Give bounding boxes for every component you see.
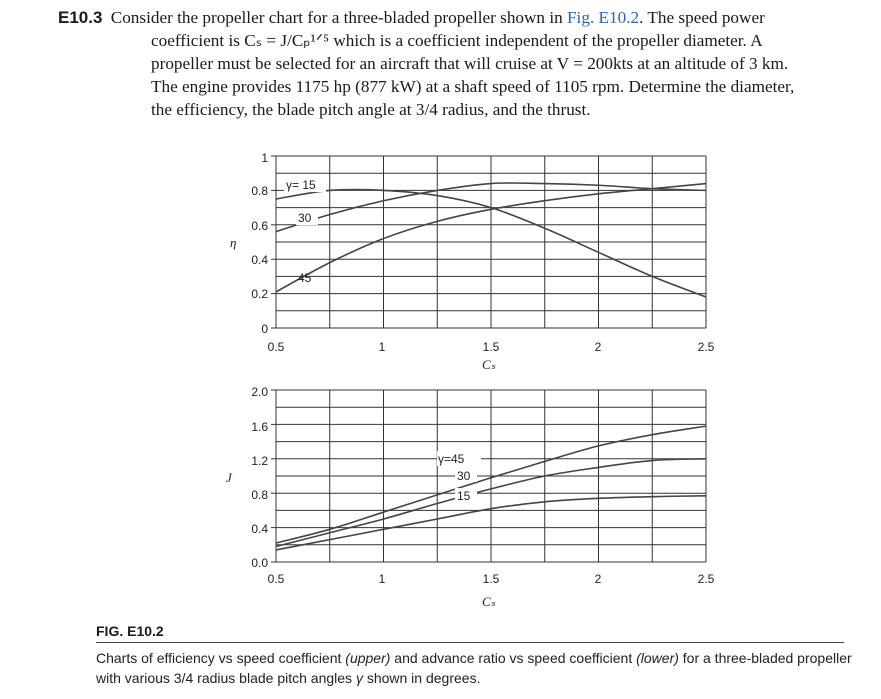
lower-ytick-0.0: 0.0 <box>251 556 268 570</box>
upper-x-axis-label: Cₛ <box>482 357 496 372</box>
upper-ytick-0: 0 <box>261 322 268 336</box>
problem-line-5: the efficiency, the blade pitch angle at 3/4 radius, and the thrust. <box>151 100 591 119</box>
upper-curve-label-30: 30 <box>298 211 312 225</box>
lower-curve-label-30: 30 <box>457 469 471 483</box>
lower-y-ticks <box>251 385 268 570</box>
lower-curve-label-15: 15 <box>457 489 471 503</box>
lower-ytick-2.0: 2.0 <box>251 385 268 399</box>
lower-ytick-0.8: 0.8 <box>251 488 268 502</box>
lower-xtick-1.5: 1.5 <box>482 572 500 586</box>
upper-xtick-0.5: 0.5 <box>267 340 285 354</box>
problem-text-1a: Consider the propeller chart for a three-bladed propeller shown in <box>110 8 567 27</box>
upper-ytick-0.6: 0.6 <box>251 219 268 233</box>
lower-xtick-1: 1 <box>378 572 386 586</box>
caption-part-a: Charts of efficiency vs speed coefficient <box>96 650 346 666</box>
caption-lower: (lower) <box>636 650 679 666</box>
lower-xtick-2.5: 2.5 <box>697 572 715 586</box>
lower-xtick-2: 2 <box>594 572 602 586</box>
lower-curve-label-45: γ=45 <box>438 452 465 466</box>
lower-y-axis-label: J <box>226 470 232 485</box>
upper-xtick-2.5: 2.5 <box>697 340 715 354</box>
lower-x-axis-label: Cₛ <box>482 594 496 609</box>
problem-line-4: The engine provides 1175 hp (877 kW) at a shaft speed of 1105 rpm. Determine the diameter, <box>151 77 795 96</box>
lower-curve-labels <box>437 451 481 503</box>
upper-ytick-1: 1 <box>261 151 268 165</box>
upper-ytick-0.2: 0.2 <box>251 287 268 301</box>
problem-line-2: coefficient is Cₛ = J/Cₚ¹ᐟ⁵ which is a coefficient independent of the propeller diameter. A <box>151 31 763 50</box>
caption-part-d: shown in degrees. <box>362 670 481 686</box>
figure-caption-title: FIG. E10.2 <box>96 623 164 639</box>
figure-reference-link[interactable]: Fig. E10.2 <box>567 8 640 27</box>
lower-grid <box>271 390 706 562</box>
caption-part-c: for a three-bladed propeller with various 3/4 radius blade pitch angles <box>96 650 852 686</box>
problem-line-3: propeller must be selected for an aircraft that will cruise at V = 200kts at an altitude of 3 km. <box>151 54 789 73</box>
upper-ytick-0.4: 0.4 <box>251 253 268 267</box>
caption-part-b: and advance ratio vs speed coefficient <box>390 650 637 666</box>
upper-y-axis-label: η <box>230 235 237 250</box>
figure-caption <box>96 648 856 688</box>
upper-xtick-2: 2 <box>594 340 602 354</box>
caption-divider <box>96 642 844 643</box>
problem-number: E10.3 <box>58 8 103 27</box>
lower-chart <box>226 385 715 609</box>
lower-ytick-0.4: 0.4 <box>251 522 268 536</box>
upper-grid <box>271 156 706 328</box>
lower-ytick-1.6: 1.6 <box>251 420 268 434</box>
upper-y-ticks <box>251 151 268 336</box>
upper-xtick-1.5: 1.5 <box>482 340 500 354</box>
upper-xtick-1: 1 <box>378 340 386 354</box>
upper-curve-label-45: 45 <box>298 271 312 285</box>
lower-xtick-0.5: 0.5 <box>267 572 285 586</box>
lower-ytick-1.2: 1.2 <box>251 454 268 468</box>
lower-x-ticks <box>268 572 715 586</box>
upper-x-ticks <box>268 340 715 354</box>
upper-curve-label-15: γ= 15 <box>286 178 316 192</box>
caption-gamma: γ <box>355 670 363 686</box>
upper-ytick-0.8: 0.8 <box>251 184 268 198</box>
upper-chart <box>230 151 715 372</box>
problem-text-1b: . The speed power <box>639 8 765 27</box>
caption-upper: (upper) <box>345 650 391 666</box>
